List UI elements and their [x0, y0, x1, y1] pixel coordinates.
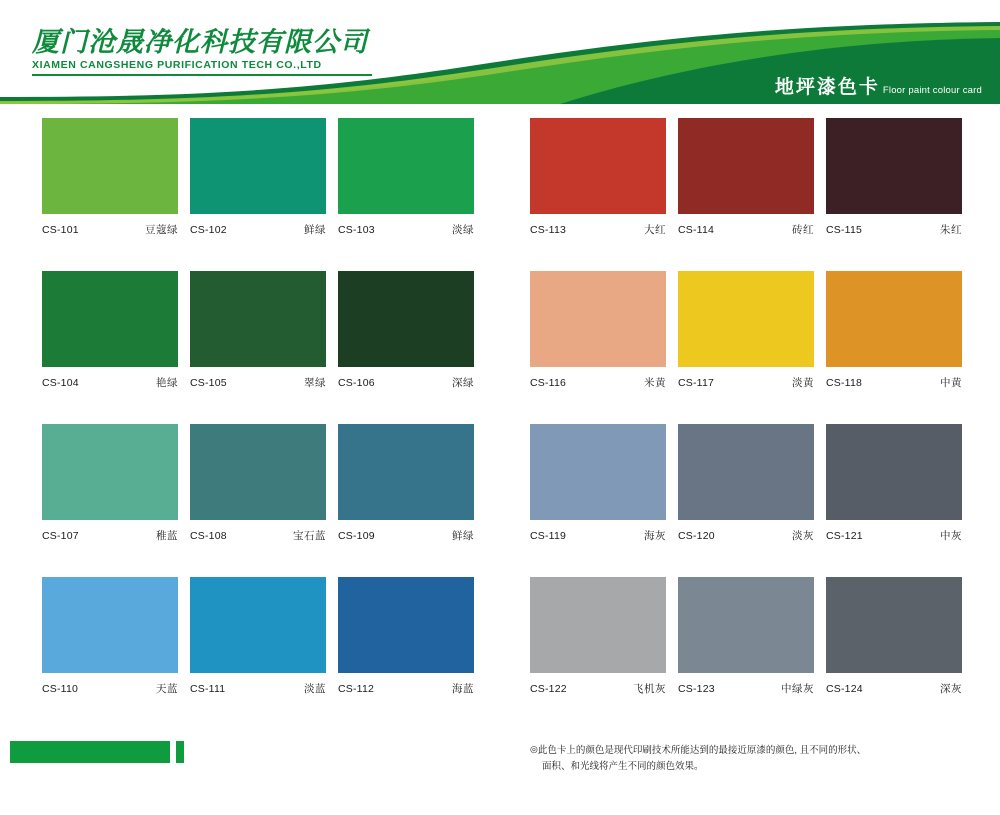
colour-chip — [530, 118, 666, 214]
swatch-name: 海灰 — [644, 530, 666, 542]
swatch-code: CS-123 — [678, 683, 715, 695]
colour-chip — [530, 577, 666, 673]
swatch-name: 大红 — [644, 224, 666, 236]
swatch-code: CS-106 — [338, 377, 375, 389]
swatch-code: CS-104 — [42, 377, 79, 389]
page-header — [0, 0, 1000, 104]
swatch-name: 宝石蓝 — [293, 530, 326, 542]
swatch-cell[interactable] — [530, 424, 666, 543]
footer-note-line1: 此色卡上的颜色是现代印刷技术所能达到的最接近原漆的颜色, 且不同的形状、 — [537, 745, 867, 756]
swatch-name: 中灰 — [940, 530, 962, 542]
swatch-name: 稚蓝 — [156, 530, 178, 542]
colour-chip — [678, 271, 814, 367]
swatch-name: 深灰 — [940, 683, 962, 695]
circle-mark-icon: ◎ — [530, 744, 538, 754]
swatch-name: 飞机灰 — [633, 683, 666, 695]
colour-chip — [338, 118, 474, 214]
swatch-cell[interactable] — [42, 424, 178, 543]
swatch-cell[interactable] — [678, 577, 814, 696]
swatch-cell[interactable] — [826, 118, 962, 237]
card-title-en: Floor paint colour card — [882, 85, 982, 96]
swatch-cell[interactable] — [190, 577, 326, 696]
swatch-cell[interactable] — [338, 577, 474, 696]
swatch-code: CS-118 — [826, 377, 863, 389]
colour-chip — [190, 118, 326, 214]
swatch-code: CS-119 — [530, 530, 567, 542]
card-title-block — [775, 72, 982, 99]
colour-chip — [42, 271, 178, 367]
swatch-code: CS-102 — [190, 224, 227, 236]
swatch-name: 淡黄 — [792, 377, 814, 389]
swatch-code: CS-101 — [42, 224, 79, 236]
colour-chip — [826, 424, 962, 520]
footer-bar-segment-long — [10, 741, 170, 763]
swatch-code: CS-108 — [190, 530, 227, 542]
colour-chip — [42, 118, 178, 214]
swatch-name: 翠绿 — [304, 377, 326, 389]
swatch-cell[interactable] — [190, 424, 326, 543]
swatch-code: CS-115 — [826, 224, 863, 236]
swatch-name: 豆蔻绿 — [145, 224, 178, 236]
swatch-cell[interactable] — [826, 577, 962, 696]
swatch-cell[interactable] — [678, 271, 814, 390]
footer-bar-segment-short — [176, 741, 184, 763]
colour-chip — [190, 271, 326, 367]
swatch-cell[interactable] — [826, 271, 962, 390]
swatch-code: CS-120 — [678, 530, 715, 542]
swatch-cell[interactable] — [338, 424, 474, 543]
colour-chip — [530, 271, 666, 367]
colour-chip — [338, 424, 474, 520]
swatch-code: CS-112 — [338, 683, 375, 695]
swatch-name: 中黄 — [940, 377, 962, 389]
swatch-name: 鲜绿 — [452, 530, 474, 542]
swatch-name: 砖红 — [792, 224, 814, 236]
swatch-code: CS-109 — [338, 530, 375, 542]
swatch-code: CS-116 — [530, 377, 567, 389]
brand-divider — [32, 74, 372, 76]
swatch-name: 淡绿 — [452, 224, 474, 236]
colour-chip — [678, 577, 814, 673]
colour-chip — [338, 271, 474, 367]
swatch-cell[interactable] — [338, 118, 474, 237]
swatch-cell[interactable] — [42, 577, 178, 696]
swatch-cell[interactable] — [42, 118, 178, 237]
colour-chip — [826, 271, 962, 367]
swatch-name: 淡灰 — [792, 530, 814, 542]
swatch-code: CS-124 — [826, 683, 863, 695]
swatch-code: CS-113 — [530, 224, 567, 236]
swatch-code: CS-114 — [678, 224, 715, 236]
colour-chip — [678, 424, 814, 520]
company-logo-block — [32, 28, 452, 71]
swatch-code: CS-117 — [678, 377, 715, 389]
swatch-code: CS-110 — [42, 683, 79, 695]
colour-chip — [42, 424, 178, 520]
swatch-code: CS-111 — [190, 683, 226, 695]
swatch-cell[interactable] — [826, 424, 962, 543]
colour-chip — [190, 424, 326, 520]
swatch-cell[interactable] — [530, 271, 666, 390]
swatch-cell[interactable] — [190, 271, 326, 390]
colour-chip — [678, 118, 814, 214]
swatch-name: 鲜绿 — [304, 224, 326, 236]
colour-chip — [338, 577, 474, 673]
footer-green-bar — [10, 741, 190, 763]
footer-disclaimer — [530, 742, 980, 775]
colour-chip — [190, 577, 326, 673]
swatch-code: CS-121 — [826, 530, 863, 542]
swatch-cell[interactable] — [530, 118, 666, 237]
card-title-cn: 地坪漆色卡 — [774, 77, 880, 98]
colour-chip — [530, 424, 666, 520]
swatch-code: CS-105 — [190, 377, 227, 389]
swatch-name: 淡蓝 — [304, 683, 326, 695]
swatch-name: 天蓝 — [156, 683, 178, 695]
swatch-code: CS-107 — [42, 530, 79, 542]
company-name-cn: 厦门沧晟净化科技有限公司 — [32, 27, 368, 57]
swatch-cell[interactable] — [678, 118, 814, 237]
swatch-cell[interactable] — [190, 118, 326, 237]
footer-note-line2: 面积、和光线将产生不同的颜色效果。 — [542, 761, 704, 773]
swatch-name: 艳绿 — [156, 377, 178, 389]
swatch-name: 朱红 — [940, 224, 962, 236]
swatch-cell[interactable] — [530, 577, 666, 696]
swatch-name: 米黄 — [644, 377, 666, 389]
swatch-cell[interactable] — [42, 271, 178, 390]
swatch-name: 深绿 — [452, 377, 474, 389]
colour-chip — [826, 577, 962, 673]
swatch-cell[interactable] — [338, 271, 474, 390]
swatch-code: CS-122 — [530, 683, 567, 695]
colour-chip — [42, 577, 178, 673]
swatch-name: 海蓝 — [452, 683, 474, 695]
company-name-en: XIAMEN CANGSHENG PURIFICATION TECH CO.,LTD — [32, 59, 322, 72]
swatch-code: CS-103 — [338, 224, 375, 236]
swatch-cell[interactable] — [678, 424, 814, 543]
swatch-name: 中绿灰 — [781, 683, 814, 695]
colour-chip — [826, 118, 962, 214]
